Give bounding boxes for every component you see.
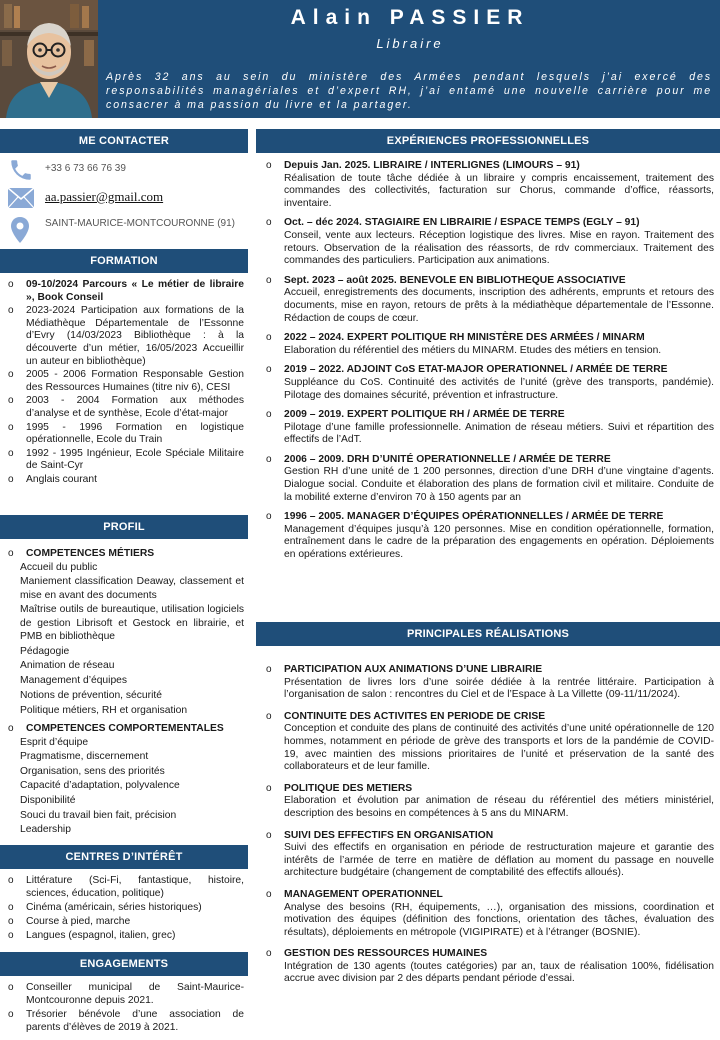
interet-item: o Cinéma (américain, séries historiques) [0,902,248,915]
interet-item: o Littérature (Sci-Fi, fantastique, histoire, sciences, éducation, politique) [0,875,248,900]
competence-comportementale: Souci du travail bien fait, précision [20,809,177,821]
experience-description: Pilotage d’une famille professionnelle. Animation de réseau métiers. Suivi et répartition des effectifs de l’AdT. [284,421,714,446]
experience-description: Conseil, vente aux lecteurs. Réception logistique des livres. Mise en rayon. Traitement des retours. Observation de la réalisation des réassorts, de rdv commerciaux. Traitement des commandes des particuliers. Participation aux animations. [284,229,714,267]
formation-item [0,474,248,487]
experiences-list [256,160,720,569]
realisations-list [256,664,720,995]
formation-item [0,448,248,473]
competence-comportementale: Leadership [20,824,71,836]
contact-address-row [0,215,248,247]
experience-item [256,454,720,504]
competence-metier: Accueil du public [20,561,98,573]
experience-title: o 2022 – 2024. EXPERT POLITIQUE RH MINISTÈRE DES ARMÉES / MINARM [284,332,645,344]
competences-metiers: o COMPETENCES MÉTIERS [0,548,248,561]
formation-item-text: Anglais courant [26,473,97,485]
realisation-description: Suivi des effectifs en organisation en période de restructuration majeure et garantie des intérêts de l’armée de terre en matière de déflation au moment du passage en nouvelle architecture budgétaire (changement de comptabilité des effectifs alloués). [284,842,714,879]
experiences-heading: EXPÉRIENCES PROFESSIONNELLES [256,129,720,153]
job-title: Libraire [376,36,444,51]
experience-description: Suppléance du CoS. Continuité des activités de l’unité (grève des transports, pandémie). Pilotage des domaines sécurité, prévention et infrastructure. [284,376,714,401]
formation-heading: FORMATION [0,249,248,273]
header-banner [0,0,720,118]
realisation-description: Analyse des besoins (RH, équipements, …), organisation des missions, coordination et motivation des équipes (définition des fonctions, orientation des tâches, évaluation des résultats), déploiements en métropole (VIGIPIRATE) et à l’étranger (BOSNIE). [284,901,714,938]
realisation-title: o MANAGEMENT OPERATIONNEL [284,888,443,900]
experience-item [256,364,720,402]
profil-heading: PROFIL [0,515,248,539]
realisation-title: o POLITIQUE DES METIERS [284,782,413,794]
contact-phone[interactable]: +33 6 73 66 76 39 [45,163,126,174]
realisation-description: Conception et conduite des plans de continuité des activités d’une unité opérationnelle de 120 hommes, notamment en période de grève des transports et lors de la pandémie de COVID-19, avec maintien des missions prioritaires de l’unité et préservation de la santé des collaborateurs et de leur famille. [284,723,714,773]
formation-item-text: 2005 - 2006 Formation Responsable Gestion des Ressources Humaines (titre niv 6), CESI [26,369,244,393]
experience-title: o 2019 – 2022. ADJOINT CoS ETAT-MAJOR OPERATIONNEL / ARMÉE DE TERRE [284,364,668,376]
formation-list [0,279,248,488]
competences-comportementales-list [0,736,248,838]
experience-item [256,160,720,210]
contact-heading: ME CONTACTER [0,129,248,153]
envelope-icon [8,188,34,213]
engagements-list [0,982,248,1036]
formation-item [0,279,248,304]
formation-item [0,369,248,394]
realisation-title: o CONTINUITE DES ACTIVITES EN PERIODE DE CRISE [284,710,546,722]
realisation-description: Intégration de 130 agents (toutes catégories) par an, taux de réalisation 100%, fidélisation accrue avec division par 2 des départs pendant période d’essai. [284,960,714,985]
realisation-description: Présentation de livres lors d’une soirée dédiée à la rentrée littéraire. Participation à l’organisation de salon : rencontres du Ciel et de l’Espace à La Villette (09-11/11/2024). [284,676,714,701]
realisation-item [256,664,720,702]
interets-list [0,875,248,944]
competence-metier: Maîtrise outils de bureautique, utilisation logiciels de gestion Librisoft et Gestock en librairie, et PMB en bibliothèque [20,604,244,642]
competence-comportementale: Organisation, sens des priorités [20,765,165,777]
interets-heading: CENTRES D’INTÉRÊT [0,845,248,869]
experience-description: Management d’équipes jusqu’à 120 personnes. Mise en condition opérationnelle, formation, entraînement dans le cadre de la préparation des engagements en opération. Déploiements en opérations extérieures. [284,523,714,561]
experience-title: o 2009 – 2019. EXPERT POLITIQUE RH / ARMÉE DE TERRE [284,409,565,421]
profil-section [0,548,248,838]
formation-item [0,395,248,420]
experience-title: o 1996 – 2005. MANAGER D’ÉQUIPES OPÉRATIONNELLES / ARMÉE DE TERRE [284,511,664,523]
competence-comportementale: Esprit d’équipe [20,736,89,748]
realisations-heading: PRINCIPALES RÉALISATIONS [256,622,720,646]
formation-item [0,305,248,368]
competences-comportementales: o COMPETENCES COMPORTEMENTALES [0,723,248,736]
experience-description: Gestion RH d’une unité de 1 200 personnes, direction d’une DRH d’une vingtaine d’agents. Dialogue social. Conduite et élaboration des plans de formation civil et militaire. Conduite de la mobilité externe d’environ 70 à 150 agents par an [284,466,714,503]
realisation-title: o GESTION DES RESSOURCES HUMAINES [284,948,488,960]
experience-description: Réalisation de toute tâche dédiée à un libraire y compris encaissement, traitement des commandes des collectivités, facturation sur Chorus, commande d’office, réassorts, inventaire. [284,172,714,209]
competences-metiers-list [0,561,248,717]
competence-metier: Pédagogie [20,645,70,657]
engagement-item: o Conseiller municipal de Saint-Maurice-Montcouronne depuis 2021. [0,982,248,1007]
realisation-item [256,783,720,821]
experience-item [256,275,720,325]
competence-metier: Maniement classification Deaway, classement et mise en avant des documents [20,576,244,601]
formation-item-text: 1992 - 1995 Ingénieur, Ecole Spéciale Militaire de Saint-Cyr [26,447,244,472]
formation-item-title: 09-10/2024 Parcours « Le métier de libraire », Book Conseil [26,279,244,303]
contact-phone-row [0,157,248,181]
phone-icon [8,157,34,188]
location-pin-icon [11,217,29,248]
competence-metier: Notions de prévention, sécurité [20,689,162,701]
experience-title: o Oct. – déc 2024. STAGIAIRE EN LIBRAIRIE / ESPACE TEMPS (EGLY – 91) [284,217,640,229]
competence-metier: Politique métiers, RH et organisation [20,704,188,716]
engagements-heading: ENGAGEMENTS [0,952,248,976]
formation-item-text: 2003 - 2004 Formation aux méthodes d’analyse et de synthèse, Ecole d’état-major [26,395,244,419]
competence-comportementale: Pragmatisme, discernement [20,751,149,763]
interet-item: o Langues (espagnol, italien, grec) [0,930,248,943]
candidate-name: Alain PASSIER [290,6,530,29]
competence-metier: Management d’équipes [20,675,128,687]
experience-item [256,217,720,267]
contact-email-row [0,186,248,210]
realisation-item [256,948,720,986]
experience-description: Elaboration du référentiel des métiers du MINARM. Etudes des métiers en tension. [284,344,662,356]
experience-description: Accueil, enregistrements des documents, inscription des adhérents, emprunts et retours des documents, mise en rayon, retours de prêts à la médiathèque départementale de l’Essonne. Rédaction de coups de cœur. [284,287,714,324]
realisation-item [256,711,720,774]
experience-title: o Depuis Jan. 2025. LIBRAIRE / INTERLIGNES (LIMOURS – 91) [284,160,580,171]
realisation-description: Elaboration et évolution par animation de réseau du référentiel des métiers ministériel, description des besoins en compétences à 5 ans du MINARM. [284,795,714,819]
realisation-title: o PARTICIPATION AUX ANIMATIONS D’UNE LIBRAIRIE [284,664,543,675]
competence-comportementale: Disponibilité [20,794,76,806]
profile-photo [0,0,98,118]
contact-email-link[interactable]: aa.passier@gmail.com [45,189,164,204]
intro-text: Après 32 ans au sein du ministère des Armées pendant lesquels j’ai exercé des responsabilités managériales et d’expert RH, j’ai entamé une nouvelle carrière pour me consacrer à ma passion du livre et la partager. [106,71,712,111]
formation-item-text: 1995 - 1996 Formation en logistique opérationnelle, Ecole du Train [26,421,244,446]
experience-item [256,409,720,447]
experience-title: o Sept. 2023 – août 2025. BENEVOLE EN BIBLIOTHEQUE ASSOCIATIVE [284,274,626,286]
experience-title: o 2006 – 2009. DRH D’UNITÉ OPERATIONNELLE / ARMÉE DE TERRE [284,453,611,465]
realisation-item [256,889,720,939]
competence-metier: Animation de réseau [20,660,115,672]
experience-item [256,332,720,357]
formation-item-text: 2023-2024 Participation aux formations de la Médiathèque Départementale de l’Essonne d’Evry (14/03/2023 Bibliothèque : à la découverte d’un métier, 16/05/2023 Accueillir un auteur en bibliothèque) [26,305,244,367]
engagement-item: o Trésorier bénévole d’une association de parents d’élèves de 2019 à 2021. [0,1009,248,1034]
contact-address: SAINT-MAURICE-MONTCOURONNE (91) [45,218,236,229]
experience-item [256,511,720,561]
realisation-title: o SUIVI DES EFFECTIFS EN ORGANISATION [284,829,494,841]
realisation-item [256,830,720,880]
interet-item: o Course à pied, marche [0,916,248,929]
competence-comportementale: Capacité d’adaptation, polyvalence [20,780,180,792]
formation-item [0,422,248,447]
